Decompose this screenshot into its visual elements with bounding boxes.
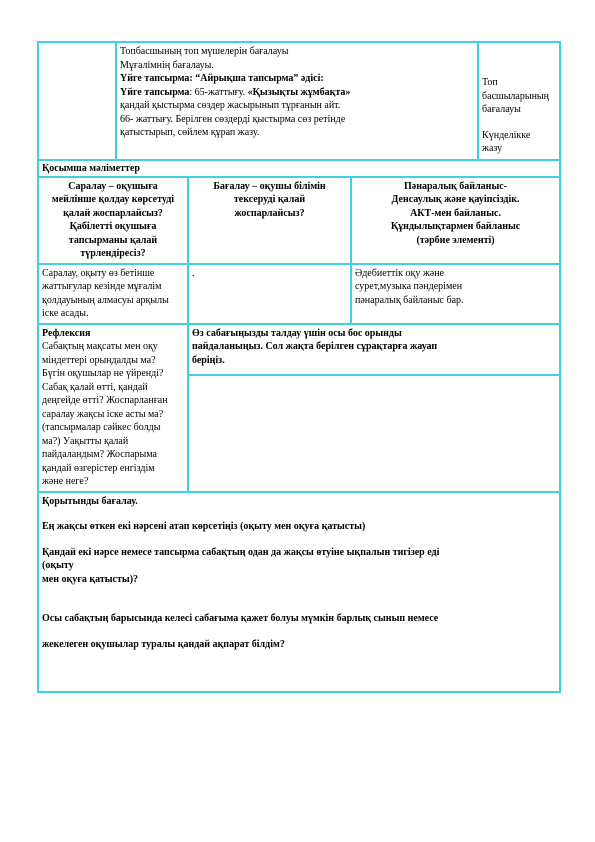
reflection-questions: Рефлексия Сабақтың мақсаты мен оқу міндеттері орындалды ма? Бүгін оқушылар не үйренді? Сабақ қалай өтті, қандай деңгейде өтті? Жоспарланған саралау жақсы іске асты ма? (тапсырмалар сәйкес болды ма?) Уақытты қалай пайдаландым? Жоспарыма қандай өзгерістер енгіздім және неге? bbox=[38, 324, 188, 492]
additional-header-row bbox=[38, 160, 560, 177]
top-empty-cell bbox=[38, 42, 116, 160]
differentiation-header: Саралау – оқушыға мейлінше қолдау көрсетуді қалай жоспарлайсыз? Қабілетті оқушыға тапсырманы қалай түрлендіресіз? bbox=[38, 177, 188, 264]
top-row bbox=[38, 42, 560, 160]
right-line: Топ bbox=[482, 77, 498, 88]
right-line: басшыларының bbox=[482, 90, 549, 102]
assessment-answer: . bbox=[188, 264, 351, 324]
answers-row bbox=[38, 264, 560, 324]
summary-row bbox=[38, 492, 560, 692]
summary-question-3-cont: жекелеген оқушылар туралы қандай ақпарат білдім? bbox=[42, 638, 285, 650]
homework-riddle: «Қызықты жұмбақта» bbox=[247, 86, 351, 98]
lesson-plan-table bbox=[37, 41, 561, 693]
right-line: жазу bbox=[482, 143, 503, 154]
reflection-prompt: Өз сабағыңызды талдау үшін осы бос орынды пайдаланыңыз. Сол жақта берілген сұрақтарға жауап беріңіз. bbox=[188, 324, 560, 375]
top-line-homework-2 bbox=[120, 86, 474, 100]
reflection-title: Рефлексия bbox=[42, 327, 91, 339]
lesson-plan-page bbox=[37, 41, 559, 693]
summary-question-1: Ең жақсы өткен екі нәрсені атап көрсетіңіз (оқыту мен оқуға қатысты) bbox=[42, 521, 366, 532]
summary-question-2-end: мен оқуға қатысты)? bbox=[42, 573, 139, 585]
top-line: Топбасшының топ мүшелерін бағалауы bbox=[120, 46, 289, 57]
top-line: Мұғалімнің бағалауы. bbox=[120, 59, 214, 71]
summary-question-3: Осы сабақтың барысында келесі сабағыма қажет болуы мүмкін барлық сынып немесе bbox=[42, 613, 439, 624]
homework-exercise: : 65-жаттығу. bbox=[189, 86, 248, 98]
additional-header: Қосымша мәліметтер bbox=[38, 160, 560, 177]
top-line: 66- жаттығу. Берілген сөздерді қыстырма сөз ретінде bbox=[120, 113, 346, 125]
cross-curricular-answer: Әдебиеттік оқу және сурет,музыка пәндерімен пәнаралық байланыс бар. bbox=[351, 264, 560, 324]
top-main-cell bbox=[116, 42, 478, 160]
summary-cell bbox=[38, 492, 560, 692]
right-line: бағалауы bbox=[482, 104, 521, 115]
right-line: Күнделікке bbox=[482, 129, 531, 141]
top-line-homework bbox=[120, 72, 474, 86]
homework-label-2: Үйге тапсырма bbox=[120, 86, 190, 98]
top-right-cell bbox=[478, 42, 560, 160]
assessment-header: Бағалау – оқушы білімін тексеруді қалай жоспарлайсыз? bbox=[188, 177, 351, 264]
summary-question-2: Қандай екі нәрсе немесе тапсырма сабақтың одан да жақсы өтуіне ықпалын тигізер еді bbox=[42, 546, 440, 558]
top-line: қандай қыстырма сөздер жасырынып тұрғанын айт. bbox=[120, 100, 341, 111]
summary-title: Қорытынды бағалау. bbox=[42, 495, 138, 507]
reflection-answer-space bbox=[188, 375, 560, 492]
homework-label: Үйге тапсырма: bbox=[120, 73, 193, 84]
reflection-row-top bbox=[38, 324, 560, 375]
top-line: қатыстырып, сөйлем құрап жазу. bbox=[120, 127, 260, 138]
cross-curricular-header: Пәнаралық байланыс- Денсаулық және қауіпсіздік. АКТ-мен байланыс. Құндылықтармен байланыс (тәрбие элементі) bbox=[351, 177, 560, 264]
column-header-row bbox=[38, 177, 560, 264]
homework-method: “Айрықша тапсырма” әдісі: bbox=[192, 73, 324, 84]
summary-question-2-cont: (оқыту bbox=[42, 560, 74, 571]
differentiation-answer: Саралау, оқыту өз бетінше жаттығулар кезінде мұғалім қолдауының алмасуы арқылы іске асады. bbox=[38, 264, 188, 324]
